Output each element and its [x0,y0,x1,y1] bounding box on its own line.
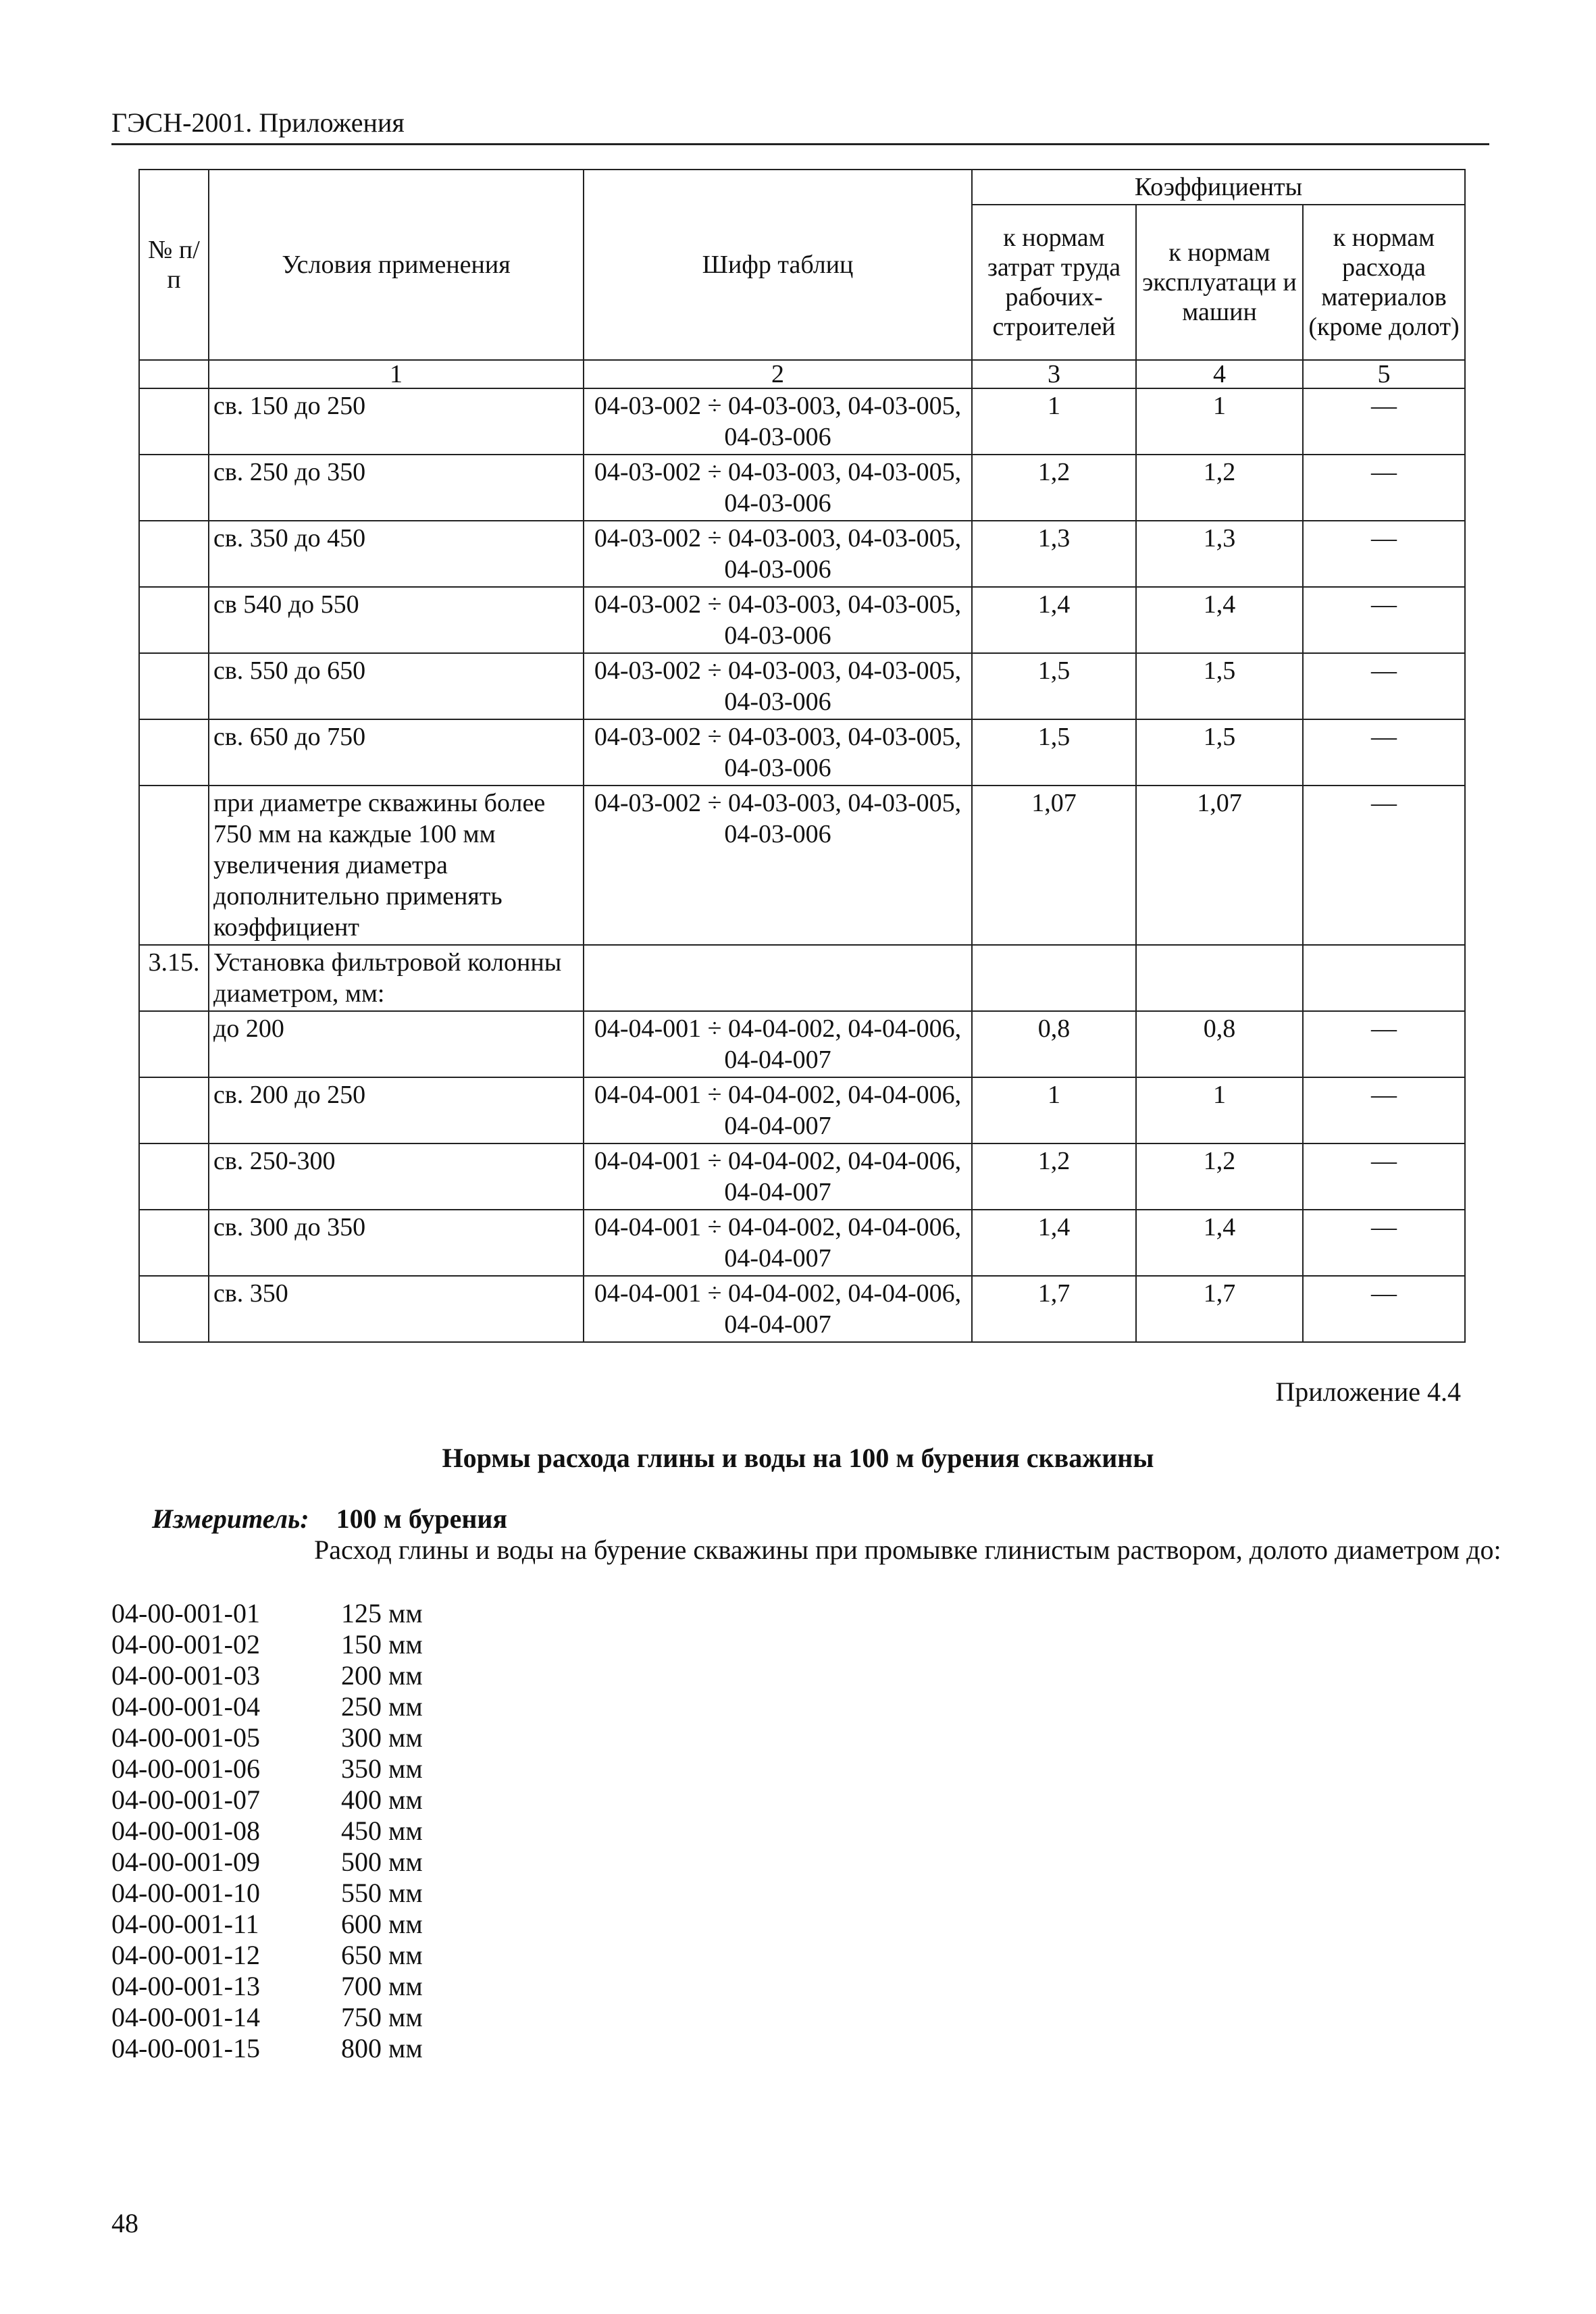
list-item [111,1598,476,1629]
bit-diameter: 125 мм [341,1598,423,1628]
row-coef-labor: 1,3 [972,521,1136,587]
header-conditions: Условия применения [209,170,584,360]
row-condition: св. 300 до 350 [209,1210,584,1276]
row-coef-labor [972,945,1136,1011]
table-row [139,786,1465,945]
bit-diameter: 450 мм [341,1816,423,1846]
row-code: 04-04-001 ÷ 04-04-002, 04-04-006, 04-04-007 [584,1143,972,1210]
norm-code: 04-00-001-07 [111,1784,260,1815]
table-row [139,719,1465,786]
row-coef-materials: — [1303,653,1465,719]
row-coef-labor: 0,8 [972,1011,1136,1077]
row-coef-materials: — [1303,1210,1465,1276]
row-condition: св. 550 до 650 [209,653,584,719]
row-coef-materials: — [1303,719,1465,786]
norm-code: 04-00-001-14 [111,2002,260,2032]
row-coef-machines: 1,07 [1136,786,1303,945]
row-condition: св. 650 до 750 [209,719,584,786]
norm-code: 04-00-001-06 [111,1753,260,1784]
row-coef-materials: — [1303,388,1465,455]
column-number-row [139,360,1465,388]
row-coef-labor: 1,4 [972,587,1136,653]
row-coef-materials: — [1303,1276,1465,1342]
row-coef-machines: 1,5 [1136,653,1303,719]
row-npp [139,1143,209,1210]
header-rule [111,143,1489,145]
row-coef-materials: — [1303,521,1465,587]
row-npp [139,786,209,945]
table-row-section [139,945,1465,1011]
row-coef-labor: 1,2 [972,455,1136,521]
table-row [139,1143,1465,1210]
norms-description: Расход глины и воды на бурение скважины при промывке глинистым раствором, долото диаметром до: [314,1535,1501,1565]
bit-diameter: 300 мм [341,1722,423,1753]
table-row [139,388,1465,455]
bit-diameter: 200 мм [341,1660,423,1691]
bit-diameter: 500 мм [341,1847,423,1877]
list-item [111,1940,476,1971]
table-row [139,653,1465,719]
row-npp [139,719,209,786]
row-coef-machines: 1,3 [1136,521,1303,587]
row-code: 04-03-002 ÷ 04-03-003, 04-03-005, 04-03-006 [584,653,972,719]
list-item [111,1816,476,1847]
row-coef-machines: 1 [1136,1077,1303,1143]
appendix-label: Приложение 4.4 [1275,1377,1461,1407]
bit-diameter: 600 мм [341,1909,423,1939]
row-condition: св. 250-300 [209,1143,584,1210]
page-number: 48 [111,2208,138,2238]
bit-diameter: 700 мм [341,1971,423,2001]
norm-code: 04-00-001-02 [111,1629,260,1660]
list-item [111,1847,476,1878]
table-row [139,521,1465,587]
col-number-blank [139,360,209,388]
row-condition: св. 250 до 350 [209,455,584,521]
row-npp: 3.15. [139,945,209,1011]
row-coef-labor: 1 [972,1077,1136,1143]
row-condition: при диаметре скважины более 750 мм на каждые 100 мм увеличения диаметра дополнительно применять коэффициент [209,786,584,945]
list-item [111,1878,476,1909]
header-coefficients: Коэффициенты [972,170,1465,205]
row-coef-machines [1136,945,1303,1011]
norm-code-list [111,1598,476,2064]
row-code: 04-03-002 ÷ 04-03-003, 04-03-005, 04-03-006 [584,521,972,587]
table-row [139,587,1465,653]
row-coef-labor: 1,07 [972,786,1136,945]
table-row [139,1077,1465,1143]
header-npp: № п/п [139,170,209,360]
row-coef-machines: 1,5 [1136,719,1303,786]
row-coef-labor: 1 [972,388,1136,455]
bit-diameter: 650 мм [341,1940,423,1970]
row-code: 04-03-002 ÷ 04-03-003, 04-03-005, 04-03-006 [584,587,972,653]
row-coef-machines: 0,8 [1136,1011,1303,1077]
norm-code: 04-00-001-12 [111,1940,260,1970]
row-coef-labor: 1,5 [972,653,1136,719]
row-coef-materials: — [1303,786,1465,945]
row-coef-machines: 1,7 [1136,1276,1303,1342]
col-number: 5 [1303,360,1465,388]
measurer [152,1503,507,1535]
row-npp [139,455,209,521]
row-coef-materials: — [1303,587,1465,653]
row-coef-labor: 1,4 [972,1210,1136,1276]
bit-diameter: 550 мм [341,1878,423,1908]
row-npp [139,388,209,455]
list-item [111,1971,476,2002]
measurer-value: 100 м бурения [336,1503,508,1534]
header-coef-machines: к нормам эксплуатаци и машин [1136,205,1303,360]
norm-code: 04-00-001-08 [111,1816,260,1846]
bit-diameter: 750 мм [341,2002,423,2032]
row-condition: св. 200 до 250 [209,1077,584,1143]
row-coef-labor: 1,2 [972,1143,1136,1210]
list-item [111,2002,476,2033]
row-coef-machines: 1 [1136,388,1303,455]
measurer-label: Измеритель: [152,1503,309,1534]
row-npp [139,587,209,653]
norm-code: 04-00-001-09 [111,1847,260,1877]
row-code: 04-03-002 ÷ 04-03-003, 04-03-005, 04-03-006 [584,786,972,945]
row-coef-materials: — [1303,1143,1465,1210]
row-condition: Установка фильтровой колонны диаметром, мм: [209,945,584,1011]
table-row [139,1011,1465,1077]
running-header: ГЭСН-2001. Приложения [111,107,405,138]
row-npp [139,1276,209,1342]
col-number: 3 [972,360,1136,388]
col-number: 2 [584,360,972,388]
col-number: 4 [1136,360,1303,388]
row-coef-materials: — [1303,455,1465,521]
list-item [111,1909,476,1940]
norm-code: 04-00-001-03 [111,1660,260,1691]
list-item [111,1629,476,1660]
row-coef-machines: 1,4 [1136,587,1303,653]
bit-diameter: 150 мм [341,1629,423,1660]
row-code: 04-03-002 ÷ 04-03-003, 04-03-005, 04-03-006 [584,455,972,521]
section-title: Нормы расхода глины и воды на 100 м бурения скважины [442,1443,1154,1473]
norm-code: 04-00-001-05 [111,1722,260,1753]
norm-code: 04-00-001-15 [111,2033,260,2063]
row-condition: св. 150 до 250 [209,388,584,455]
bit-diameter: 400 мм [341,1784,423,1815]
list-item [111,1691,476,1722]
coefficients-table [138,169,1466,1343]
row-npp [139,521,209,587]
table-row [139,455,1465,521]
row-npp [139,1011,209,1077]
list-item [111,1784,476,1816]
row-condition: до 200 [209,1011,584,1077]
row-coef-materials [1303,945,1465,1011]
bit-diameter: 250 мм [341,1691,423,1722]
row-condition: св. 350 [209,1276,584,1342]
table-row [139,1210,1465,1276]
row-code [584,945,972,1011]
bit-diameter: 800 мм [341,2033,423,2063]
row-coef-labor: 1,7 [972,1276,1136,1342]
col-number: 1 [209,360,584,388]
row-coef-materials: — [1303,1077,1465,1143]
row-code: 04-04-001 ÷ 04-04-002, 04-04-006, 04-04-007 [584,1276,972,1342]
header-coef-labor: к нормам затрат труда рабочих-строителей [972,205,1136,360]
row-coef-machines: 1,4 [1136,1210,1303,1276]
row-coef-machines: 1,2 [1136,455,1303,521]
list-item [111,1753,476,1784]
list-item [111,2033,476,2064]
row-npp [139,1210,209,1276]
row-condition: св. 350 до 450 [209,521,584,587]
row-coef-machines: 1,2 [1136,1143,1303,1210]
bit-diameter: 350 мм [341,1753,423,1784]
row-coef-labor: 1,5 [972,719,1136,786]
row-npp [139,1077,209,1143]
row-code: 04-04-001 ÷ 04-04-002, 04-04-006, 04-04-007 [584,1011,972,1077]
norm-code: 04-00-001-11 [111,1909,259,1939]
row-code: 04-04-001 ÷ 04-04-002, 04-04-006, 04-04-007 [584,1210,972,1276]
row-condition: св 540 до 550 [209,587,584,653]
row-coef-materials: — [1303,1011,1465,1077]
header-coef-materials: к нормам расхода материалов (кроме долот) [1303,205,1465,360]
list-item [111,1722,476,1753]
norm-code: 04-00-001-10 [111,1878,260,1908]
norm-code: 04-00-001-13 [111,1971,260,2001]
table-row [139,1276,1465,1342]
row-code: 04-04-001 ÷ 04-04-002, 04-04-006, 04-04-007 [584,1077,972,1143]
list-item [111,1660,476,1691]
norm-code: 04-00-001-01 [111,1598,260,1628]
row-npp [139,653,209,719]
row-code: 04-03-002 ÷ 04-03-003, 04-03-005, 04-03-006 [584,719,972,786]
header-code: Шифр таблиц [584,170,972,360]
row-code: 04-03-002 ÷ 04-03-003, 04-03-005, 04-03-006 [584,388,972,455]
norm-code: 04-00-001-04 [111,1691,260,1722]
